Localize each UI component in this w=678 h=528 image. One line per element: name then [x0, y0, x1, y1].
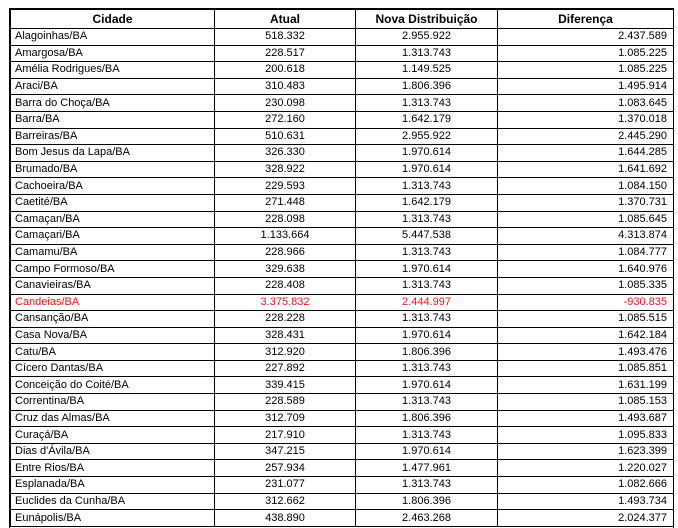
cell-diferenca[interactable]: 1.641.692 [498, 161, 674, 178]
spreadsheet-frame [9, 8, 674, 528]
cell-cidade[interactable]: Camaçan/BA [11, 211, 215, 228]
cell-nova-distribuicao[interactable]: 2.955.922 [356, 29, 498, 46]
cell-diferenca[interactable]: 1.642.184 [498, 327, 674, 344]
cell-diferenca[interactable]: 1.370.731 [498, 194, 674, 211]
cell-diferenca[interactable]: 1.644.285 [498, 145, 674, 162]
cell-cidade[interactable]: Catu/BA [11, 344, 215, 361]
cell-cidade[interactable]: Cachoeira/BA [11, 178, 215, 195]
table-row [11, 427, 674, 444]
cell-diferenca[interactable]: 2.445.290 [498, 128, 674, 145]
table-row [11, 460, 674, 477]
cell-cidade[interactable]: Conceição do Coité/BA [11, 377, 215, 394]
cell-nova-distribuicao[interactable]: 1.313.743 [356, 95, 498, 112]
cell-nova-distribuicao[interactable]: 5.447.538 [356, 228, 498, 245]
table-row [11, 111, 674, 128]
cell-nova-distribuicao[interactable]: 1.313.743 [356, 45, 498, 62]
table-row [11, 178, 674, 195]
header-diferenca: Diferença [498, 10, 674, 29]
cell-cidade[interactable]: Esplanada/BA [11, 477, 215, 494]
cell-cidade[interactable]: Cruz das Almas/BA [11, 410, 215, 427]
table-row [11, 95, 674, 112]
cell-atual[interactable]: 310.483 [215, 78, 356, 95]
cell-atual[interactable]: 228.408 [215, 277, 356, 294]
cell-cidade[interactable]: Cansanção/BA [11, 311, 215, 328]
cell-diferenca[interactable]: 1.085.645 [498, 211, 674, 228]
cell-nova-distribuicao[interactable]: 1.313.743 [356, 477, 498, 494]
cell-diferenca[interactable]: 1.640.976 [498, 261, 674, 278]
table-row [11, 145, 674, 162]
header-atual: Atual [215, 10, 356, 29]
cell-cidade[interactable]: Barreiras/BA [11, 128, 215, 145]
cell-cidade[interactable]: Amargosa/BA [11, 45, 215, 62]
cell-diferenca[interactable]: 1.085.225 [498, 45, 674, 62]
header-cidade: Cidade [11, 10, 215, 29]
cell-cidade[interactable]: Alagoinhas/BA [11, 29, 215, 46]
cell-cidade[interactable]: Brumado/BA [11, 161, 215, 178]
table-row [11, 344, 674, 361]
cell-nova-distribuicao[interactable]: 1.313.743 [356, 311, 498, 328]
cell-diferenca[interactable]: 1.085.335 [498, 277, 674, 294]
table-row [11, 62, 674, 79]
table-row [11, 211, 674, 228]
table-row [11, 493, 674, 510]
header-row [11, 10, 674, 29]
cell-atual[interactable]: 217.910 [215, 427, 356, 444]
table-row [11, 78, 674, 95]
table-row [11, 443, 674, 460]
cell-atual[interactable]: 228.966 [215, 244, 356, 261]
cell-nova-distribuicao[interactable]: 1.313.743 [356, 394, 498, 411]
cell-atual[interactable]: 272.160 [215, 111, 356, 128]
cell-nova-distribuicao[interactable]: 1.970.614 [356, 261, 498, 278]
cell-nova-distribuicao[interactable]: 1.806.396 [356, 344, 498, 361]
cell-atual[interactable]: 3.375.832 [215, 294, 356, 311]
table-row [11, 360, 674, 377]
cell-atual[interactable]: 312.662 [215, 493, 356, 510]
cell-atual[interactable]: 227.892 [215, 360, 356, 377]
cell-diferenca[interactable]: 1.084.150 [498, 178, 674, 195]
cell-diferenca[interactable]: 1.082.666 [498, 477, 674, 494]
cell-cidade[interactable]: Dias d'Ávila/BA [11, 443, 215, 460]
cell-cidade[interactable]: Eunápolis/BA [11, 510, 215, 527]
table-row [11, 194, 674, 211]
cell-nova-distribuicao[interactable]: 1.970.614 [356, 161, 498, 178]
table-row [11, 410, 674, 427]
cell-nova-distribuicao[interactable]: 1.313.743 [356, 277, 498, 294]
table-row [11, 294, 674, 311]
cell-diferenca[interactable]: 1.220.027 [498, 460, 674, 477]
cell-cidade[interactable]: Barra/BA [11, 111, 215, 128]
cell-cidade[interactable]: Euclides da Cunha/BA [11, 493, 215, 510]
table-row [11, 394, 674, 411]
cell-cidade[interactable]: Casa Nova/BA [11, 327, 215, 344]
cell-cidade[interactable]: Camamu/BA [11, 244, 215, 261]
cell-diferenca[interactable]: 2.024.377 [498, 510, 674, 527]
cell-nova-distribuicao[interactable]: 1.313.743 [356, 211, 498, 228]
cell-nova-distribuicao[interactable]: 1.806.396 [356, 493, 498, 510]
cell-diferenca[interactable]: 1.085.515 [498, 311, 674, 328]
cell-diferenca[interactable]: 1.623.399 [498, 443, 674, 460]
cell-diferenca[interactable]: 1.085.225 [498, 62, 674, 79]
cell-diferenca[interactable]: 1.085.153 [498, 394, 674, 411]
cell-cidade[interactable]: Canavieiras/BA [11, 277, 215, 294]
cell-diferenca[interactable]: 1.493.476 [498, 344, 674, 361]
cell-atual[interactable]: 510.631 [215, 128, 356, 145]
cell-cidade[interactable]: Candeias/BA [11, 294, 215, 311]
cell-diferenca[interactable]: 1.631.199 [498, 377, 674, 394]
cell-atual[interactable]: 257.934 [215, 460, 356, 477]
cell-nova-distribuicao[interactable]: 1.313.743 [356, 360, 498, 377]
cell-atual[interactable]: 230.098 [215, 95, 356, 112]
cell-cidade[interactable]: Bom Jesus da Lapa/BA [11, 145, 215, 162]
cell-atual[interactable]: 347.215 [215, 443, 356, 460]
cell-nova-distribuicao[interactable]: 1.970.614 [356, 443, 498, 460]
cell-atual[interactable]: 229.593 [215, 178, 356, 195]
cell-atual[interactable]: 312.920 [215, 344, 356, 361]
table-row [11, 228, 674, 245]
cell-atual[interactable]: 438.890 [215, 510, 356, 527]
table-row [11, 244, 674, 261]
table-row [11, 277, 674, 294]
cell-diferenca[interactable]: -930.835 [498, 294, 674, 311]
cell-nova-distribuicao[interactable]: 1.313.743 [356, 244, 498, 261]
cell-cidade[interactable]: Caetité/BA [11, 194, 215, 211]
cell-cidade[interactable]: Camaçari/BA [11, 228, 215, 245]
cell-atual[interactable]: 328.922 [215, 161, 356, 178]
cell-cidade[interactable]: Curaçá/BA [11, 427, 215, 444]
cell-cidade[interactable]: Campo Formoso/BA [11, 261, 215, 278]
table-body [11, 29, 674, 527]
table-row [11, 161, 674, 178]
cell-atual[interactable]: 312.709 [215, 410, 356, 427]
cell-atual[interactable]: 339.415 [215, 377, 356, 394]
table-row [11, 311, 674, 328]
cell-diferenca[interactable]: 1.084.777 [498, 244, 674, 261]
table-row [11, 29, 674, 46]
cell-nova-distribuicao[interactable]: 1.806.396 [356, 78, 498, 95]
cell-atual[interactable]: 228.589 [215, 394, 356, 411]
cell-nova-distribuicao[interactable]: 1.642.179 [356, 194, 498, 211]
cell-atual[interactable]: 228.228 [215, 311, 356, 328]
cell-diferenca[interactable]: 4.313.874 [498, 228, 674, 245]
table-row [11, 128, 674, 145]
cell-atual[interactable]: 1.133.664 [215, 228, 356, 245]
cell-diferenca[interactable]: 1.085.851 [498, 360, 674, 377]
table-row [11, 377, 674, 394]
table-row [11, 45, 674, 62]
cell-diferenca[interactable]: 1.370.018 [498, 111, 674, 128]
table-row [11, 261, 674, 278]
cell-nova-distribuicao[interactable]: 2.955.922 [356, 128, 498, 145]
table-row [11, 477, 674, 494]
cell-nova-distribuicao[interactable]: 1.970.614 [356, 327, 498, 344]
cell-nova-distribuicao[interactable]: 1.477.961 [356, 460, 498, 477]
cell-atual[interactable]: 228.517 [215, 45, 356, 62]
cell-nova-distribuicao[interactable]: 2.444.997 [356, 294, 498, 311]
cell-diferenca[interactable]: 1.493.734 [498, 493, 674, 510]
cell-nova-distribuicao[interactable]: 1.970.614 [356, 377, 498, 394]
cell-atual[interactable]: 271.448 [215, 194, 356, 211]
table-row [11, 510, 674, 527]
cell-cidade[interactable]: Amélia Rodrigues/BA [11, 62, 215, 79]
cell-atual[interactable]: 231.077 [215, 477, 356, 494]
header-nova-distribuicao: Nova Distribuição [356, 10, 498, 29]
cell-nova-distribuicao[interactable]: 1.806.396 [356, 410, 498, 427]
cell-cidade[interactable]: Araci/BA [11, 78, 215, 95]
cell-nova-distribuicao[interactable]: 2.463.268 [356, 510, 498, 527]
cell-atual[interactable]: 228.098 [215, 211, 356, 228]
distribution-table [10, 9, 674, 527]
cell-cidade[interactable]: Correntina/BA [11, 394, 215, 411]
cell-nova-distribuicao[interactable]: 1.970.614 [356, 145, 498, 162]
cell-cidade[interactable]: Entre Rios/BA [11, 460, 215, 477]
table-row [11, 327, 674, 344]
cell-nova-distribuicao[interactable]: 1.149.525 [356, 62, 498, 79]
cell-atual[interactable]: 329.638 [215, 261, 356, 278]
cell-diferenca[interactable]: 1.493.687 [498, 410, 674, 427]
cell-diferenca[interactable]: 2.437.589 [498, 29, 674, 46]
cell-diferenca[interactable]: 1.083.645 [498, 95, 674, 112]
cell-atual[interactable]: 518.332 [215, 29, 356, 46]
cell-diferenca[interactable]: 1.495.914 [498, 78, 674, 95]
cell-nova-distribuicao[interactable]: 1.642.179 [356, 111, 498, 128]
cell-atual[interactable]: 200.618 [215, 62, 356, 79]
cell-atual[interactable]: 326.330 [215, 145, 356, 162]
cell-atual[interactable]: 328.431 [215, 327, 356, 344]
cell-nova-distribuicao[interactable]: 1.313.743 [356, 427, 498, 444]
cell-cidade[interactable]: Barra do Choça/BA [11, 95, 215, 112]
cell-diferenca[interactable]: 1.095.833 [498, 427, 674, 444]
cell-nova-distribuicao[interactable]: 1.313.743 [356, 178, 498, 195]
cell-cidade[interactable]: Cícero Dantas/BA [11, 360, 215, 377]
